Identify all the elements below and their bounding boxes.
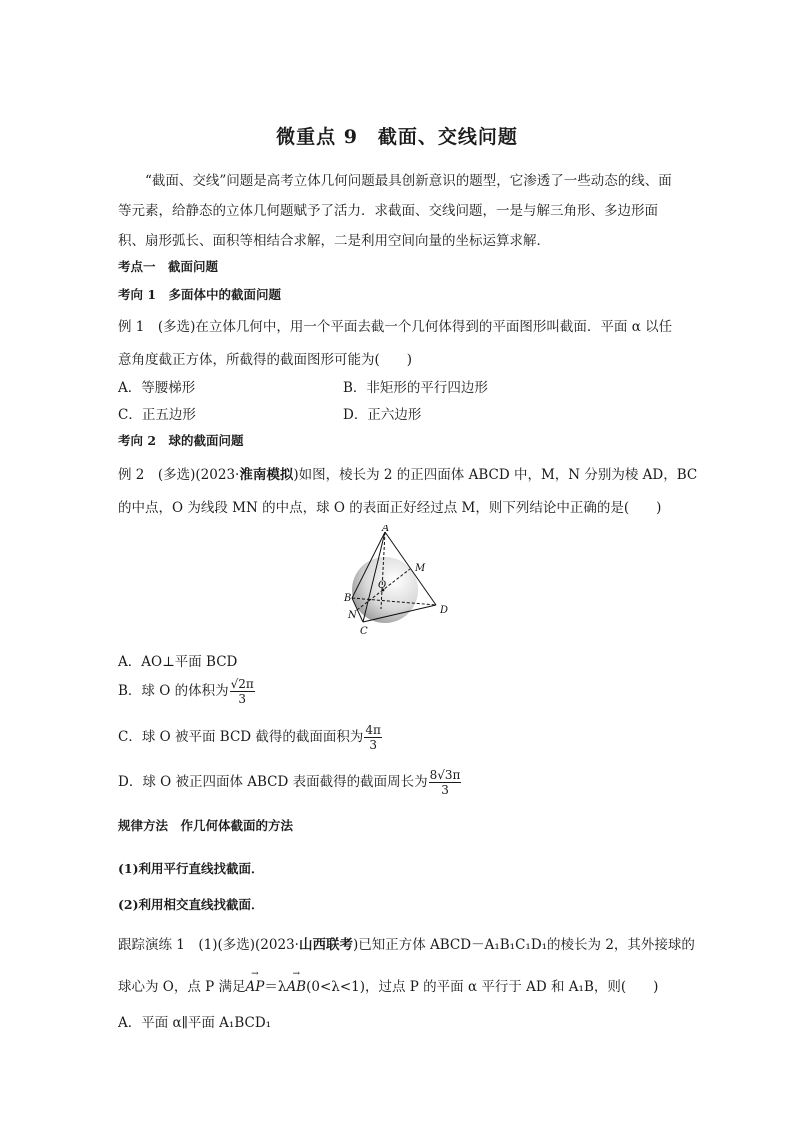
- example1-line2: 意角度截正方体，所截得的截面图形可能为( ): [118, 352, 413, 368]
- option-b-denominator: 3: [238, 692, 246, 706]
- example1-line1: 例 1 (多选)在立体几何中，用一个平面去截一个几何体得到的平面图形叫截面．平面 α 以任: [118, 319, 673, 335]
- example2-option-b: [118, 677, 255, 706]
- example2-option-c: [118, 723, 382, 752]
- option-c-denominator: 3: [369, 738, 377, 752]
- practice-equals: ＝λ: [264, 979, 287, 995]
- example1-option-a: A．等腰梯形: [118, 380, 196, 396]
- example2-option-d: [118, 768, 461, 797]
- example2-source: 淮南模拟: [239, 467, 294, 483]
- option-c-numerator: 4π: [365, 723, 381, 737]
- option-b-text: B．球 O 的体积为: [118, 683, 229, 699]
- option-c-text: C．球 O 被平面 BCD 截得的截面面积为: [118, 729, 364, 745]
- practice-line2-rest: (0<λ<1)，过点 P 的平面 α 平行于 AD 和 A₁B，则( ): [306, 979, 659, 995]
- example2-line1: [118, 463, 697, 483]
- option-d-denominator: 3: [441, 783, 449, 797]
- label-a: A: [382, 525, 390, 534]
- option-d-fraction: [429, 768, 462, 797]
- option-d-text: D．球 O 被正四面体 ABCD 表面截得的截面周长为: [118, 774, 428, 790]
- section-heading: 考点一 截面问题: [118, 259, 219, 274]
- example2-stem: )如图，棱长为 2 的正四面体 ABCD 中，M，N 分别为棱 AD，BC: [293, 467, 698, 483]
- page-title: 微重点 9 截面、交线问题: [276, 126, 518, 148]
- tetrahedron-sphere-figure: [340, 525, 460, 640]
- practice-prefix: 跟踪演练 1 (1)(多选)(2023·: [118, 937, 299, 953]
- label-m: M: [415, 563, 426, 574]
- option-b-fraction: [230, 677, 255, 706]
- method-item-2: (2)利用相交直线找截面．: [118, 897, 264, 912]
- vector-ap: → AP: [246, 979, 265, 995]
- example2-line2: 的中点，O 为线段 MN 的中点，球 O 的表面正好经过点 M，则下列结论中正确的是( ): [118, 500, 662, 516]
- practice-source: 山西联考: [298, 937, 353, 953]
- practice-stem: )已知正方体 ABCD－A₁B₁C₁D₁的棱长为 2，其外接球的: [352, 937, 695, 953]
- practice-line2: [118, 975, 658, 995]
- example1-option-d: D．正六边形: [343, 407, 422, 423]
- label-c: C: [360, 626, 368, 637]
- example2-prefix: 例 2 (多选)(2023·: [118, 467, 240, 483]
- method-item-1: (1)利用平行直线找截面．: [118, 861, 264, 876]
- practice-line1: [118, 933, 695, 953]
- label-n: N: [348, 610, 357, 621]
- example2-option-a: A．AO⊥平面 BCD: [118, 654, 238, 670]
- practice-line2-prefix: 球心为 O，点 P 满足: [118, 979, 246, 995]
- option-d-numerator: 8√3π: [429, 768, 461, 782]
- practice-option-a: A．平面 α∥平面 A₁BCD₁: [118, 1015, 272, 1031]
- option-c-fraction: [364, 723, 382, 752]
- intro-paragraph: “截面、交线”问题是高考立体几何问题最具创新意识的题型，它渗透了一些动态的线、面等元素，给静态的立体几何题赋予了活力．求截面、交线问题，一是与解三角形、多边形面积、扇形弧长、面积等相结合求解，二是利用空间向量的坐标运算求解．: [118, 173, 672, 249]
- option-b-numerator: √2π: [230, 677, 254, 691]
- direction-heading-2: 考向 2 球的截面问题: [118, 433, 244, 448]
- direction-heading-1: 考向 1 多面体中的截面问题: [118, 287, 282, 302]
- label-b: B: [344, 593, 352, 604]
- vector-ab: → AB: [286, 979, 306, 995]
- label-o: O: [378, 580, 387, 591]
- example1-option-c: C．正五边形: [118, 407, 196, 423]
- label-d: D: [440, 605, 449, 616]
- method-heading: 规律方法 作几何体截面的方法: [118, 818, 294, 833]
- example1-option-b: B．非矩形的平行四边形: [343, 380, 488, 396]
